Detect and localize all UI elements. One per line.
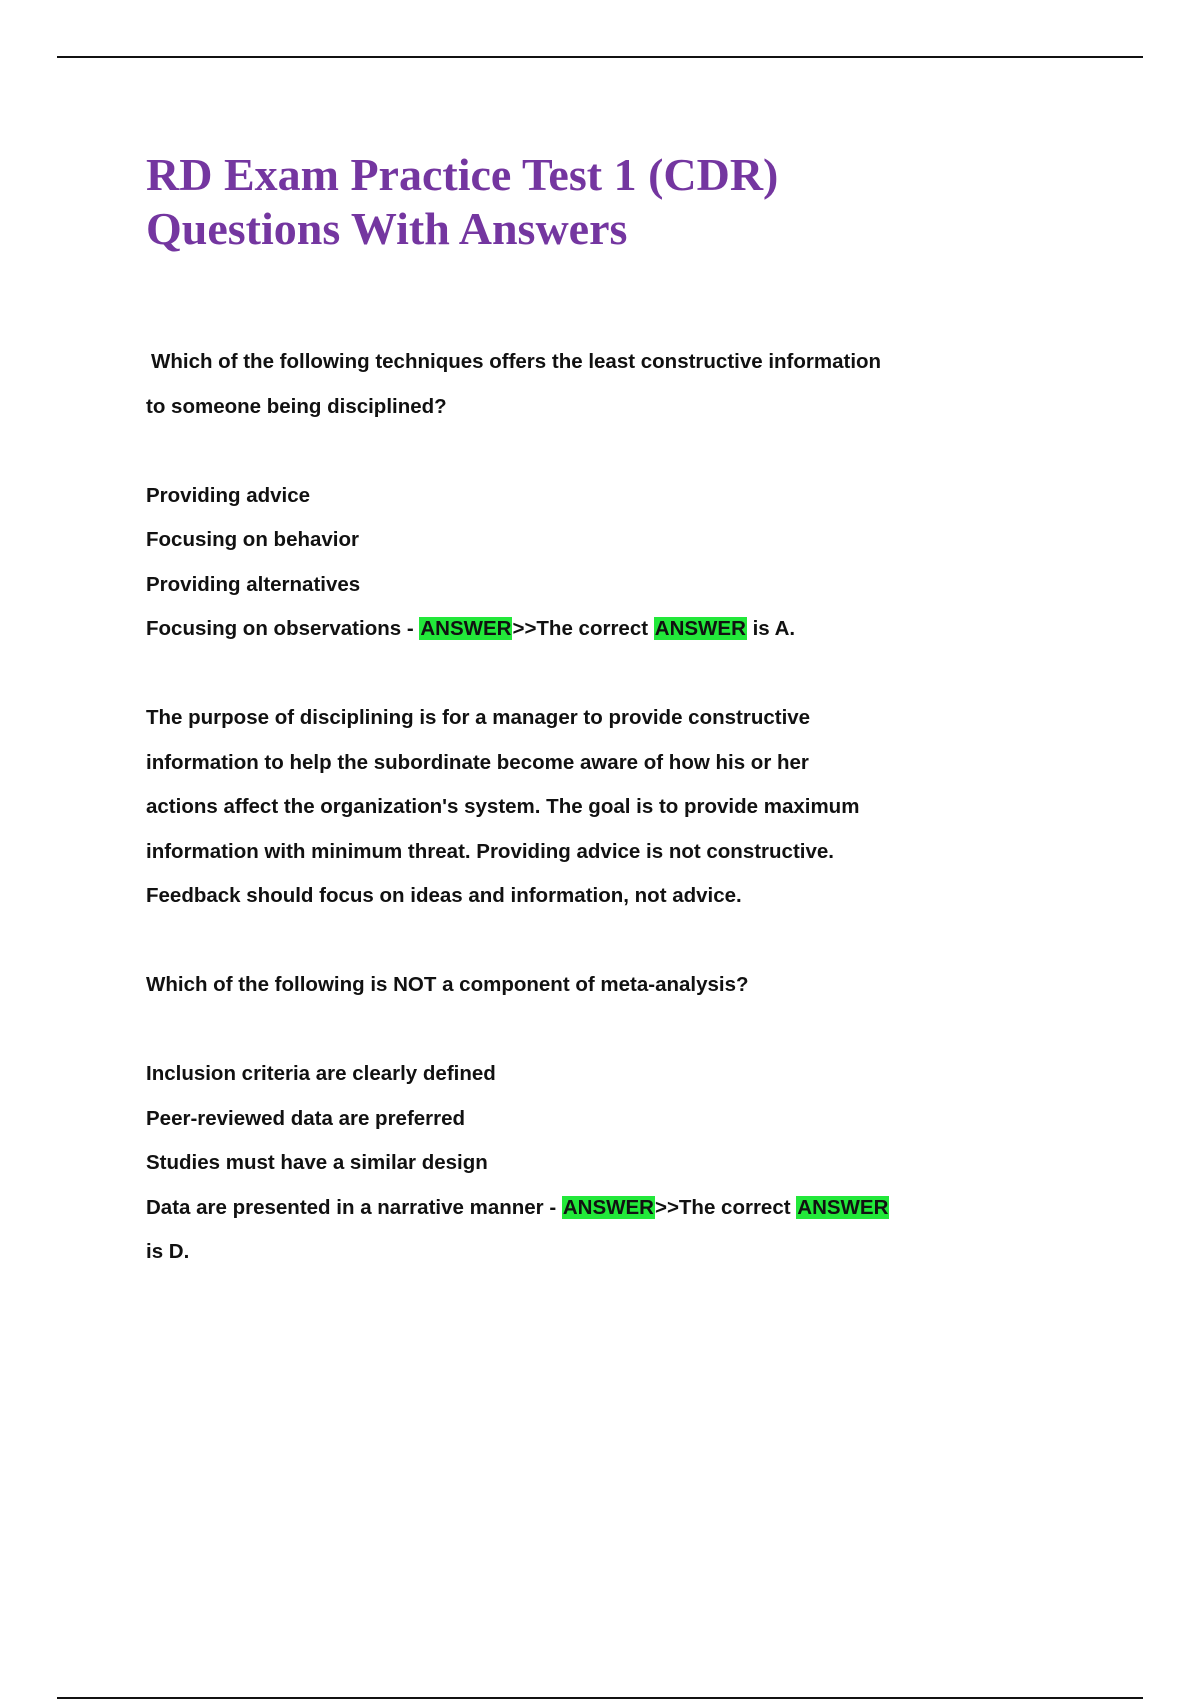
title-line-1: RD Exam Practice Test 1 (CDR) xyxy=(146,149,779,200)
q2-question: Which of the following is NOT a component of meta-analysis? xyxy=(146,973,749,996)
q1-question-line-1: Which of the following techniques offers the least constructive information xyxy=(151,350,882,373)
bottom-rule xyxy=(57,1697,1143,1699)
q2-answer-mid: >>The correct xyxy=(654,1195,797,1219)
q1-option-a: Providing advice xyxy=(146,483,311,507)
q2-option-d-text: Data are presented in a narrative manner - xyxy=(146,1195,562,1219)
top-rule xyxy=(57,56,1143,58)
q1-question-line-2: to someone being disciplined? xyxy=(146,394,447,418)
title-line-2: Questions With Answers xyxy=(146,203,628,254)
q1-explanation-line-4: information with minimum threat. Providing advice is not constructive. xyxy=(146,839,834,863)
q2-option-c: Studies must have a similar design xyxy=(146,1151,488,1174)
q1-option-b: Focusing on behavior xyxy=(146,528,359,551)
q2-option-b: Peer-reviewed data are preferred xyxy=(146,1106,466,1130)
q1-answer-tail: is A. xyxy=(746,617,796,640)
q1-option-d-text: Focusing on observations - xyxy=(146,617,420,640)
q2-option-a: Inclusion criteria are clearly defined xyxy=(146,1062,496,1085)
q1-option-d xyxy=(146,607,946,652)
q1-answer-highlight: ANSWER xyxy=(420,617,512,640)
document-body xyxy=(146,340,946,1275)
q2-answer-highlight: ANSWER xyxy=(562,1195,654,1219)
q1-answer-mid: >>The correct xyxy=(512,617,654,640)
q2-answer-highlight-2: ANSWER xyxy=(797,1195,889,1219)
q2-option-d xyxy=(146,1186,946,1231)
q1-explanation-line-1: The purpose of disciplining is for a manager to provide constructive xyxy=(146,706,811,729)
q1-option-c: Providing alternatives xyxy=(146,572,361,596)
q1-answer-highlight-2: ANSWER xyxy=(654,617,746,640)
q2-answer-tail: is D. xyxy=(146,1240,190,1263)
q1-explanation-line-5: Feedback should focus on ideas and information, not advice. xyxy=(146,884,742,907)
q1-explanation-line-3: actions affect the organization's system. The goal is to provide maximum xyxy=(146,795,860,818)
document-title xyxy=(146,148,1046,256)
q1-explanation-line-2: information to help the subordinate become aware of how his or her xyxy=(146,750,809,774)
